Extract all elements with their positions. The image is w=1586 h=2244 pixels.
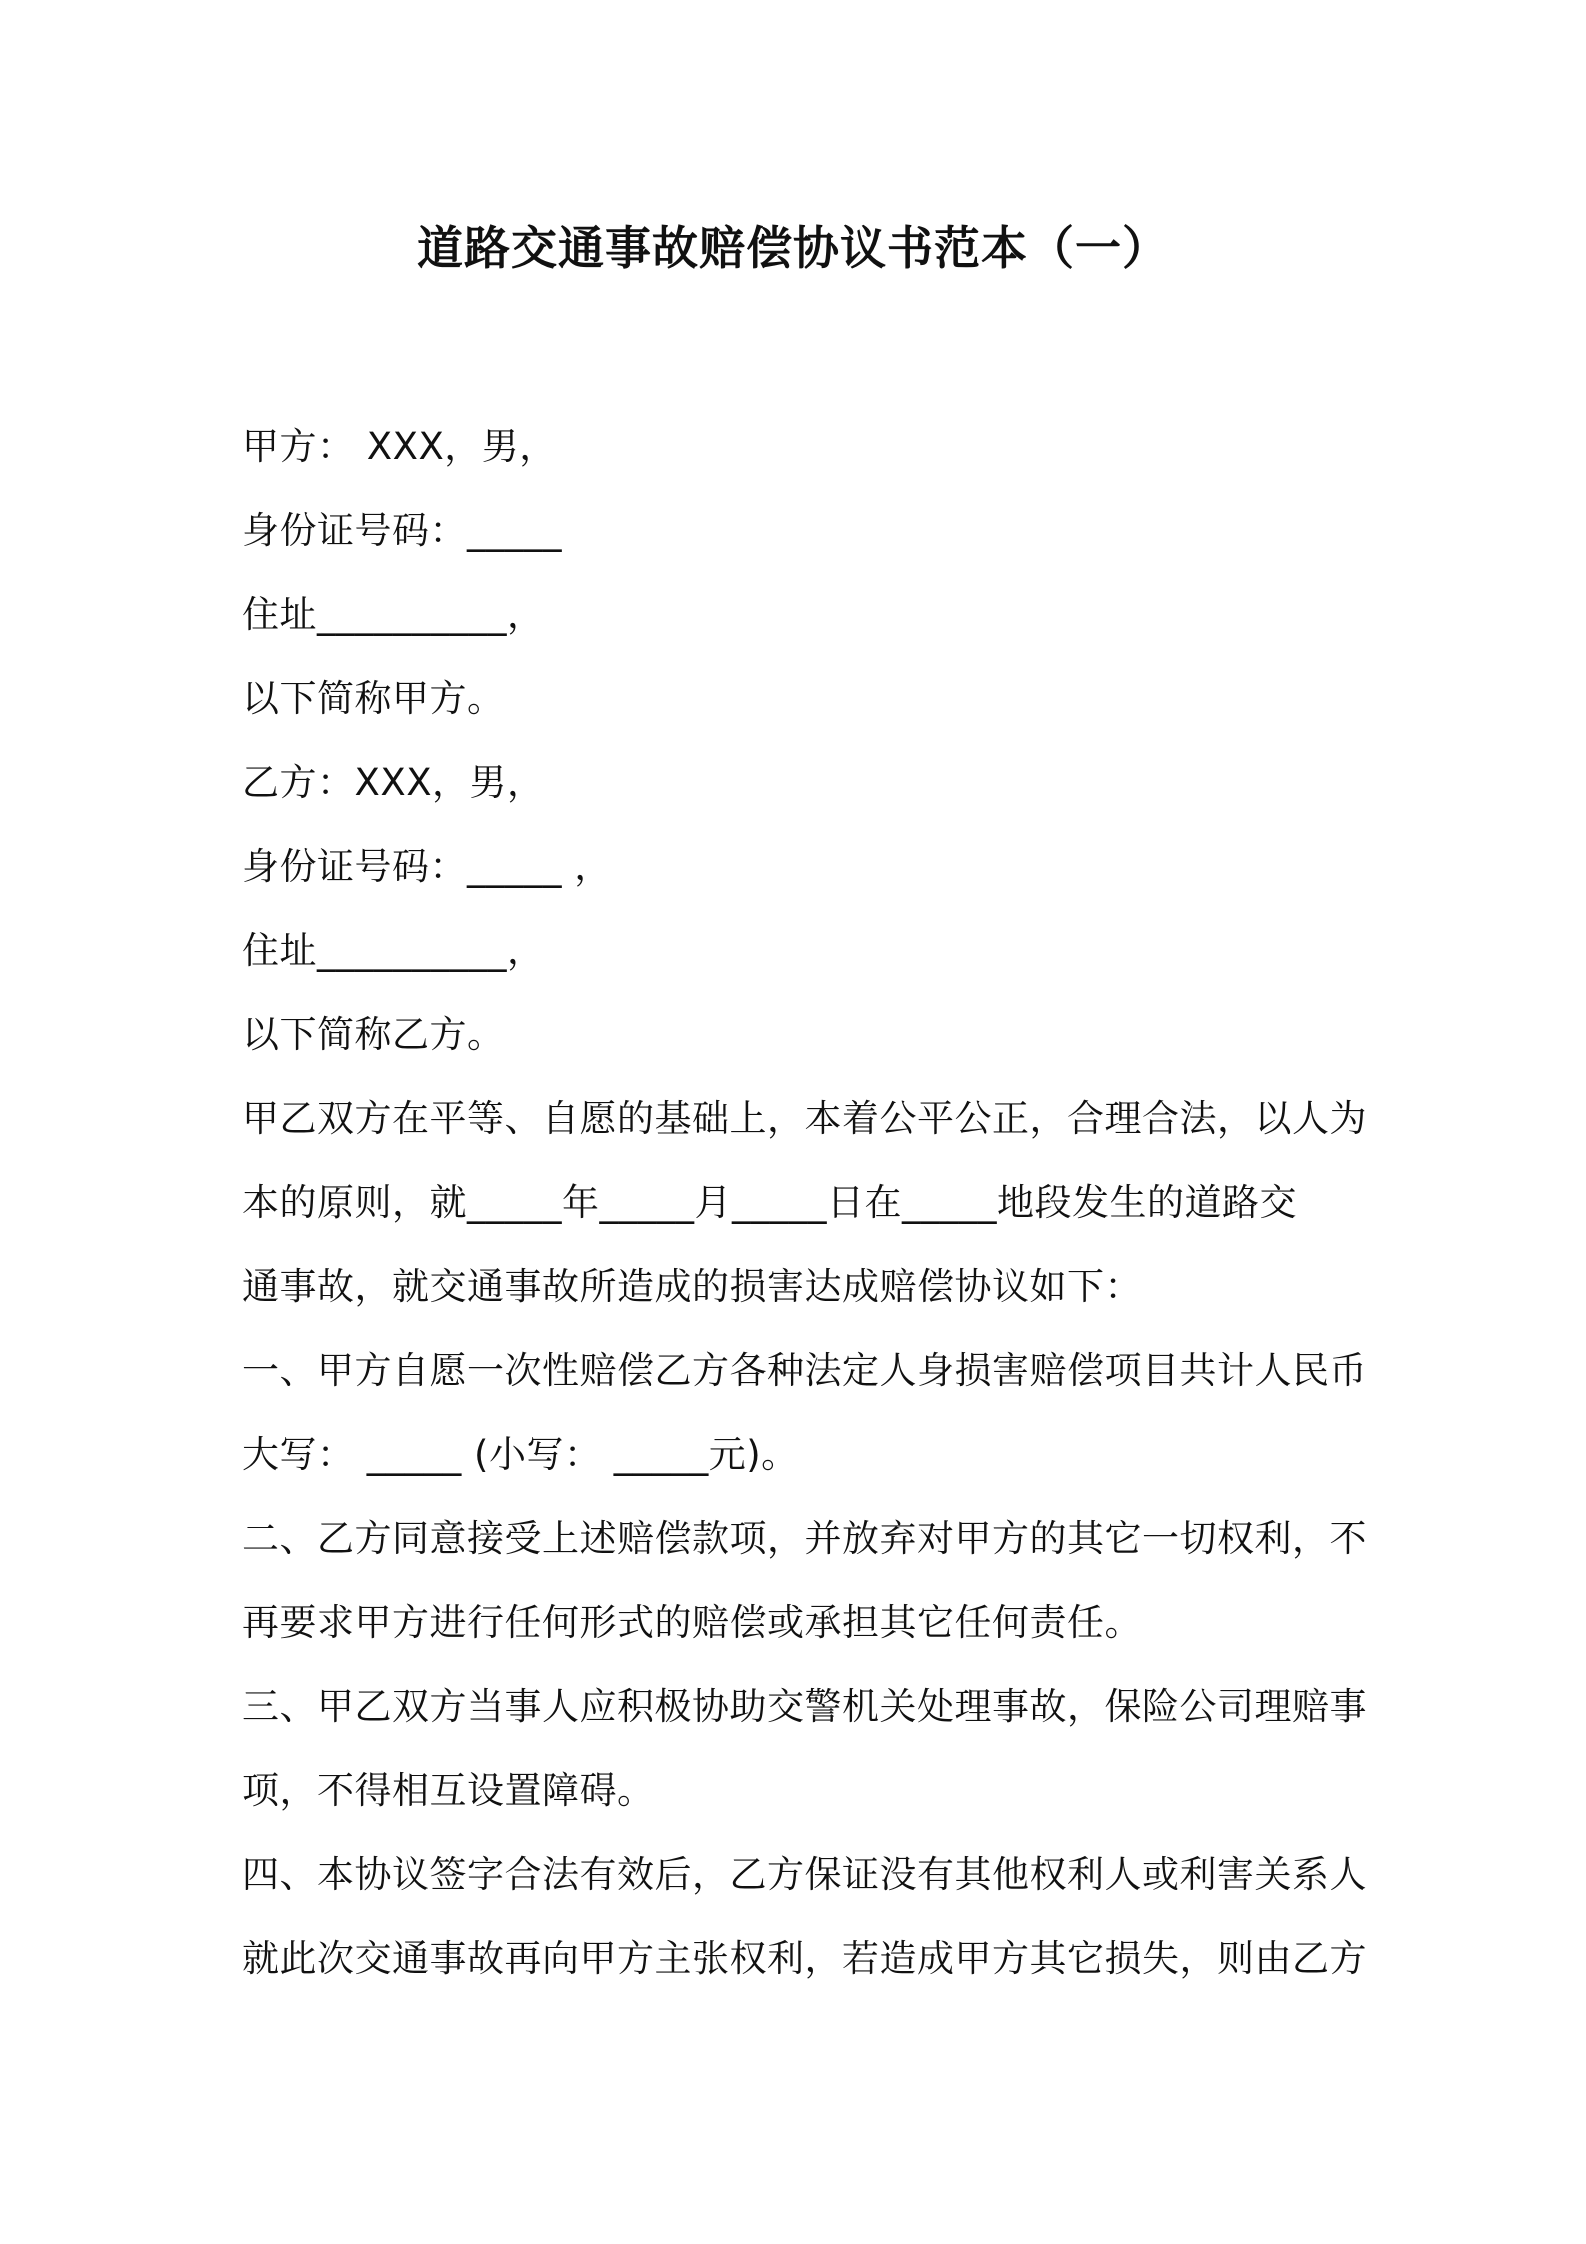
party-b-name-line: 乙方：XXX，男， xyxy=(242,761,545,804)
clause-1-line-2: 大写： _____ (小写： _____元)。 xyxy=(242,1433,799,1476)
party-b-alias-line: 以下简称乙方。 xyxy=(242,1013,505,1056)
party-a-alias-line: 以下简称甲方。 xyxy=(242,677,505,720)
party-b-address-line: 住址__________， xyxy=(242,929,545,972)
document-title: 道路交通事故赔偿协议书范本（一） xyxy=(417,221,1169,275)
clause-4-line-2: 就此次交通事故再向甲方主张权利，若造成甲方其它损失，则由乙方 xyxy=(242,1937,1367,1980)
preamble-line-1: 甲乙双方在平等、自愿的基础上，本着公平公正，合理合法，以人为 xyxy=(242,1097,1367,1140)
clause-3-line-2: 项，不得相互设置障碍。 xyxy=(242,1769,655,1812)
preamble-line-2: 本的原则，就_____年_____月_____日在_____地段发生的道路交 xyxy=(242,1181,1297,1224)
preamble-line-3: 通事故，就交通事故所造成的损害达成赔偿协议如下： xyxy=(242,1265,1142,1308)
party-a-id-line: 身份证号码：_____ xyxy=(242,509,562,552)
clause-4-line-1: 四、本协议签字合法有效后，乙方保证没有其他权利人或利害关系人 xyxy=(242,1853,1367,1896)
document-body xyxy=(242,405,1367,2001)
party-b-id-line: 身份证号码：_____ ， xyxy=(242,845,612,888)
clause-1-line-1: 一、甲方自愿一次性赔偿乙方各种法定人身损害赔偿项目共计人民币 xyxy=(242,1349,1367,1392)
clause-2-line-2: 再要求甲方进行任何形式的赔偿或承担其它任何责任。 xyxy=(242,1601,1142,1644)
clause-2-line-1: 二、乙方同意接受上述赔偿款项，并放弃对甲方的其它一切权利，不 xyxy=(242,1517,1367,1560)
party-a-name-line: 甲方： XXX，男， xyxy=(242,425,557,468)
clause-3-line-1: 三、甲乙双方当事人应积极协助交警机关处理事故，保险公司理赔事 xyxy=(242,1685,1367,1728)
party-a-address-line: 住址__________， xyxy=(242,593,545,636)
